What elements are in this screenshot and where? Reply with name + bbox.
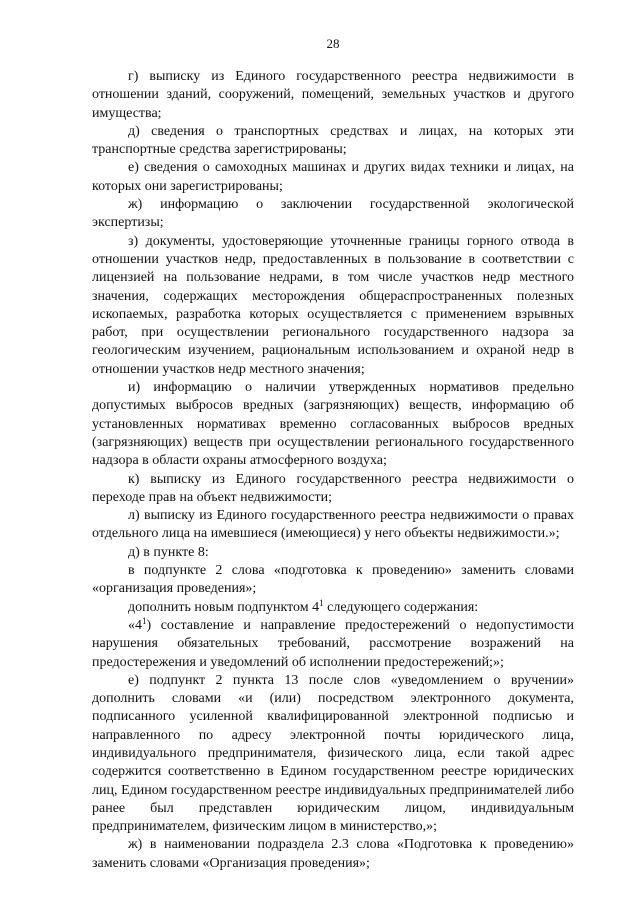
page-number: 28 bbox=[326, 36, 340, 51]
quote-text-before: «4 bbox=[128, 617, 142, 633]
paragraph-zh: ж) информацию о заключении государственной экологической экспертизы; bbox=[92, 197, 574, 231]
paragraph-e: е) сведения о самоходных машинах и других видах техники и лицах, на которых они зарегистрированы; bbox=[92, 160, 574, 194]
paragraph-g: г) выписку из Единого государственного реестра недвижимости в отношении зданий, сооружений, помещений, земельных участков и другого имущества; bbox=[92, 69, 574, 121]
paragraph-new-subpoint bbox=[92, 599, 574, 617]
paragraph-zh-subsection: ж) в наименовании подраздела 2.3 слова «Подготовка к проведению» заменить словами «Организация проведения»; bbox=[92, 837, 574, 871]
paragraph-subpoint-2: в подпункте 2 слова «подготовка к проведению» заменить словами «организация проведения»; bbox=[92, 563, 574, 597]
new-subpoint-text-before: дополнить новым подпунктом 4 bbox=[128, 599, 320, 615]
new-subpoint-superscript: 1 bbox=[319, 597, 324, 608]
paragraph-z: з) документы, удостоверяющие уточненные границы горного отвода в отношении участков недр, предоставленных в пользование в соответствии с лицензией на пользование недрами, в том числе участков недр местного значения, содержащих месторождения общераспространенных полезных ископаемых, разработка которых осуществляется с применением взрывных работ, при осуществлении регионального государственного надзора за геологическим изучением, рациональным использованием и охраной недр в отношении участков недр местного значения; bbox=[92, 233, 574, 377]
new-subpoint-text-after: следующего содержания: bbox=[323, 599, 479, 615]
paragraph-k: к) выписку из Единого государственного реестра недвижимости о переходе прав на объект недвижимости; bbox=[92, 471, 574, 505]
paragraph-i: и) информацию о наличии утвержденных нормативов предельно допустимых выбросов вредных (загрязняющих) веществ, информацию об установленных нормативах временно согласованных выбросов вредных (загрязняющих) веществ при осуществлении регионального государственного надзора в области охраны атмосферного воздуха; bbox=[92, 380, 574, 469]
quote-superscript: 1 bbox=[142, 615, 147, 626]
paragraph-e-point-13: е) подпункт 2 пункта 13 после слов «уведомлением о вручении» дополнить словами «и (или) посредством электронного документа, подписанного усиленной квалифицированной электронной подписью и направленного по адресу электронной почты юридического лица, индивидуального предпринимателя, физического лица, если такой адрес содержится соответственно в Едином государственном реестре юридических лиц, Едином государственном реестре индивидуальных предпринимателей либо ранее был представлен юридическим лицом, индивидуальным предпринимателем, физическим лицом в министерство,»; bbox=[92, 672, 574, 835]
quote-text-after: ) составление и направление предостережений о недопустимости нарушения обязательных требований, рассмотрение возражений на предостережения и уведомлений об исполнении предостережений;»; bbox=[92, 617, 574, 670]
paragraph-quote-4-1 bbox=[92, 617, 574, 672]
paragraph-point-8: д) в пункте 8: bbox=[128, 544, 209, 560]
paragraph-l: л) выписку из Единого государственного реестра недвижимости о правах отдельного лица на имевшиеся (имеющиеся) у него объекты недвижимости.»; bbox=[92, 508, 574, 542]
paragraph-d: д) сведения о транспортных средствах и лицах, на которых эти транспортные средства зарегистрированы; bbox=[92, 123, 574, 158]
